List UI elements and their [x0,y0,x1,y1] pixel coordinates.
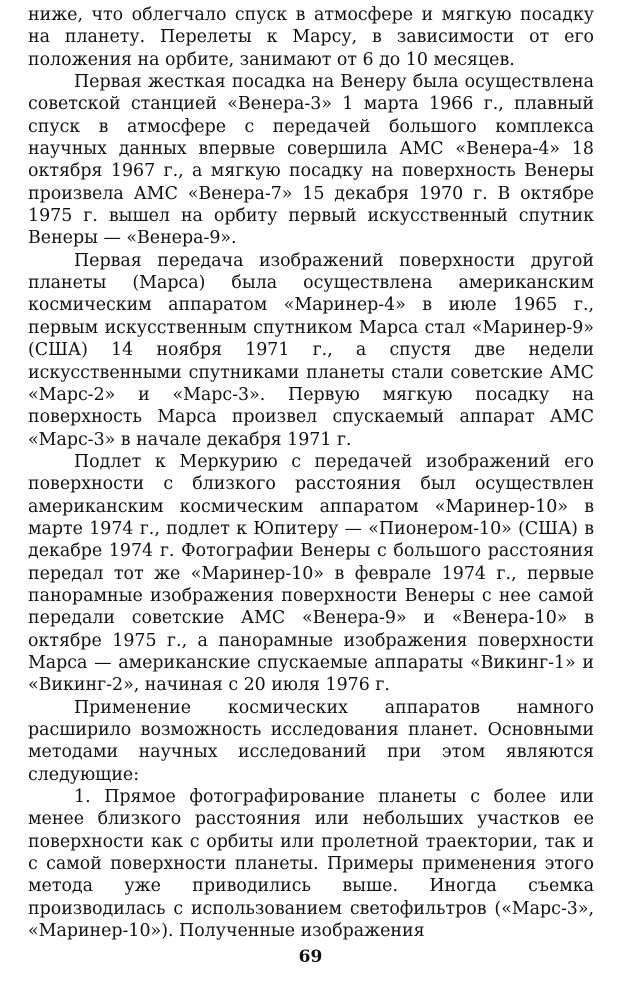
paragraph-2: Первая жесткая посадка на Венеру была осуществлена советской станцией «Венера-3» 1 марта 1966 г., плавный спуск в атмосфере с передачей большого комплекса научных данных впервые совершила АМС «Венера-4» 18 октября 1967 г., а мягкую посадку на поверхность Венеры произвела АМС «Венера-7» 15 декабря 1970 г. В октябре 1975 г. вышел на орбиту первый искусственный спутник Венеры — «Венера-9». [28,72,594,249]
paragraph-1: ниже, что облегчало спуск в атмосфере и мягкую посадку на планету. Перелеты к Марсу, в зависимости от его положения на орбите, занимают от 6 до 10 месяцев. [28,5,594,70]
page-number: 69 [298,947,323,967]
paragraph-4: Подлет к Меркурию с передачей изображений его поверхности с близкого расстояния был осуществлен американским космическим аппаратом «Маринер-10» в марте 1974 г., подлет к Юпитеру — «Пионером-10» (США) в декабре 1974 г. Фотографии Венеры с большого расстояния передал тот же «Маринер-10» в феврале 1974 г., первые панорамные изображения поверхности Венеры с нее самой передали советские АМС «Венера-9» и «Венера-10» в октябре 1975 г., а панорамные изображения поверхности Марса — американские спускаемые аппараты «Викинг-1» и «Викинг-2», начиная с 20 июля 1976 г. [28,451,594,696]
document-page [28,4,594,942]
paragraph-3: Первая передача изображений поверхности другой планеты (Марса) была осуществлена американским космическим аппаратом «Маринер-4» в июле 1965 г., первым искусственным спутником Марса стал «Маринер-9» (США) 14 ноября 1971 г., а спустя две недели искусственными спутниками планеты стали советские АМС «Марс-2» и «Марс-3». Первую мягкую посадку на поверхность Марса произвел спускаемый аппарат АМС «Марс-3» в начале декабря 1971 г. [28,250,594,450]
paragraph-6: 1. Прямое фотографирование планеты с более или менее близкого расстояния или небольших участков ее поверхности как с орбиты или пролетной траектории, так и с самой поверхности планеты. Примеры применения этого метода уже приводились выше. Иногда съемка производилась с использованием светофильтров («Марс-3», «Маринер-10»). Полученные изображения [28,787,594,942]
paragraph-5: Применение космических аппаратов намного расширило возможность исследования планет. Основными методами научных исследований при этом являются следующие: [28,697,594,785]
